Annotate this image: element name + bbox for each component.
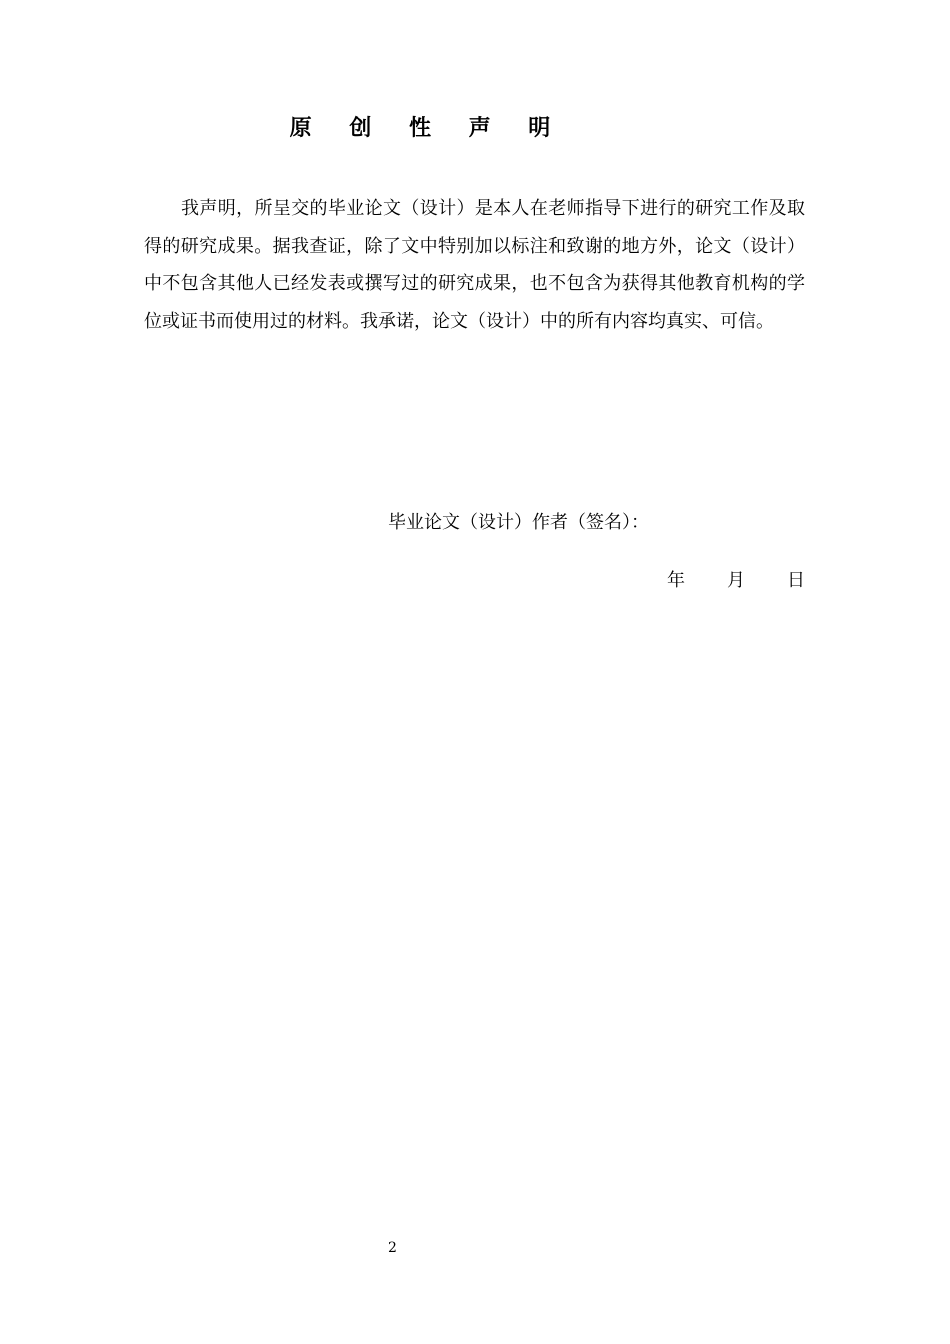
document-title: 原 创 性 声 明 (289, 116, 566, 141)
date-month-label: 月 (727, 570, 745, 591)
date-day-label: 日 (787, 570, 805, 591)
page-number: 2 (388, 1240, 397, 1256)
date-year-label: 年 (667, 570, 685, 591)
declaration-paragraph: 我声明，所呈交的毕业论文（设计）是本人在老师指导下进行的研究工作及取得的研究成果。据我查证，除了文中特别加以标注和致谢的地方外，论文（设计）中不包含其他人已经发表或撰写过的研究成果，也不包含为获得其他教育机构的学位或证书而使用过的材料。我承诺，论文（设计）中的所有内容均真实、可信。 (144, 198, 805, 332)
date-line (667, 566, 805, 596)
signature-label: 毕业论文（设计）作者（签名）： (388, 512, 649, 533)
